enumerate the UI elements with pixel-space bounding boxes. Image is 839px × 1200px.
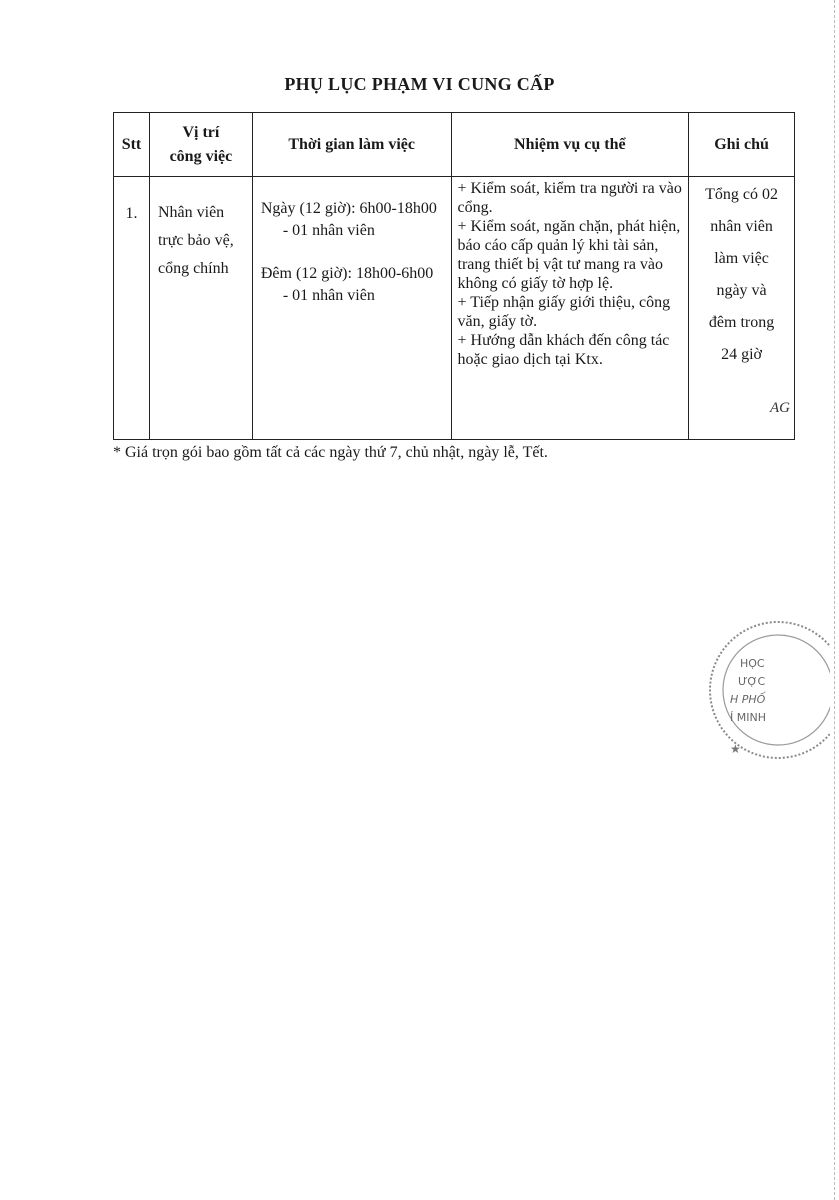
header-position — [149, 113, 252, 177]
note-line: làm việc — [714, 250, 769, 267]
scan-edge-line — [833, 0, 835, 1200]
cell-work-time — [252, 177, 451, 440]
header-duties: Nhiệm vụ cụ thể — [451, 113, 689, 177]
scope-table — [113, 112, 795, 440]
note-line: đêm trong — [708, 314, 775, 331]
day-shift: Ngày (12 giờ): 6h00-18h00 — [260, 200, 437, 217]
duty-item: + Kiểm soát, ngăn chặn, phát hiện, báo cáo cấp quản lý khi tài sản, trang thiết bị vật tư mang ra vào không có giấy tờ hợp lệ. — [457, 218, 681, 292]
stamp-text-line: ƯỢC — [738, 675, 766, 688]
official-stamp — [700, 615, 830, 765]
cell-position — [149, 177, 252, 440]
handwritten-initial: AG — [770, 400, 790, 416]
note-line: Tổng có 02 — [705, 186, 778, 203]
duty-item: + Tiếp nhận giấy giới thiệu, công văn, giấy tờ. — [457, 294, 671, 330]
position-line: trực bảo vệ, — [157, 232, 234, 249]
header-notes: Ghi chú — [689, 113, 795, 177]
page-title: PHỤ LỤC PHẠM VI CUNG CẤP — [284, 74, 555, 94]
cell-duties — [451, 177, 689, 440]
stamp-star-icon: ★ — [730, 742, 741, 756]
table-header-row — [114, 113, 795, 177]
header-stt: Stt — [114, 113, 150, 177]
stamp-text-line: H PHỐ — [730, 693, 766, 706]
note-line: ngày và — [716, 282, 767, 299]
day-staff: - 01 nhân viên — [282, 222, 375, 239]
position-line: cổng chính — [157, 260, 229, 277]
note-line: 24 giờ — [721, 346, 762, 363]
stamp-text-line: HỌC — [740, 657, 765, 670]
cell-stt: 1. — [114, 177, 150, 440]
header-position-line2: công việc — [169, 147, 233, 165]
duty-item: + Kiểm soát, kiểm tra người ra vào cổng. — [457, 180, 682, 216]
night-shift: Đêm (12 giờ): 18h00-6h00 — [260, 265, 434, 282]
table-row — [114, 177, 795, 440]
duty-item: + Hướng dẫn khách đến công tác hoặc giao dịch tại Ktx. — [457, 332, 670, 368]
stamp-text-line: Í MINH — [730, 711, 766, 724]
footnote: * Giá trọn gói bao gồm tất cả các ngày thứ 7, chủ nhật, ngày lễ, Tết. — [113, 444, 548, 461]
header-work-time: Thời gian làm việc — [252, 113, 451, 177]
position-line: Nhân viên — [157, 204, 225, 221]
header-position-line1: Vị trí — [182, 123, 220, 141]
night-staff: - 01 nhân viên — [282, 287, 375, 304]
note-line: nhân viên — [710, 218, 773, 235]
